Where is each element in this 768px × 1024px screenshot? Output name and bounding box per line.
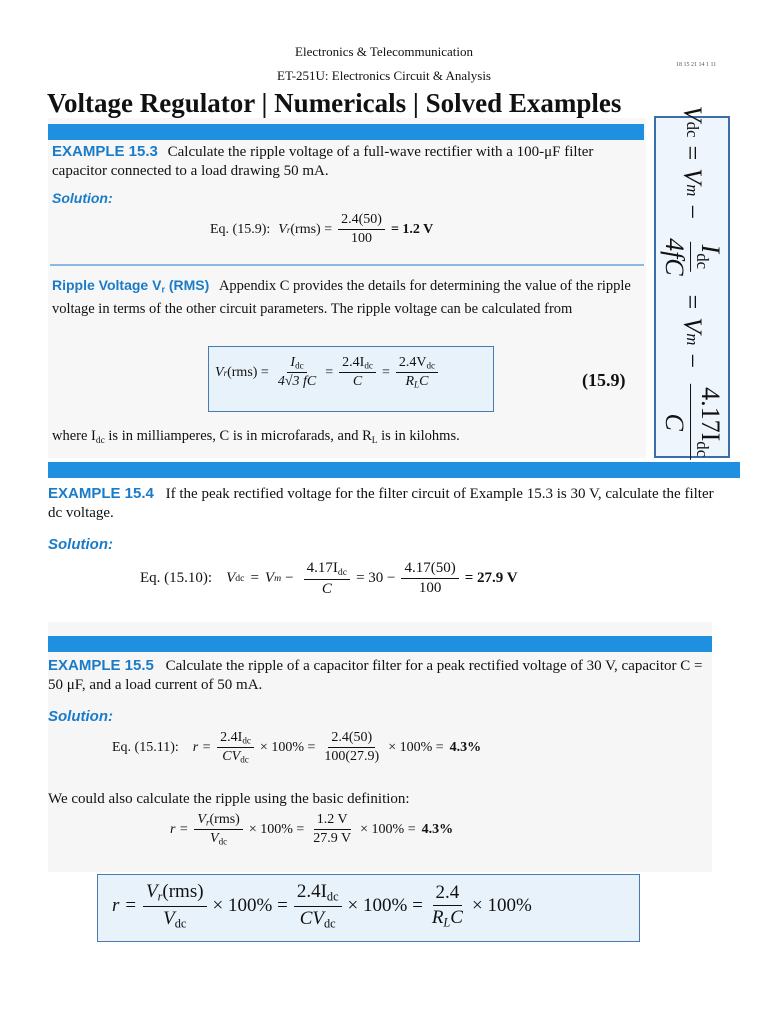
course-title: ET-251U: Electronics Circuit & Analysis	[277, 68, 491, 83]
ripple-heading: Ripple Voltage $V_r$ (RMS)	[52, 277, 210, 295]
solution-heading: Solution:	[48, 536, 113, 553]
side-fraction-2: $4.17I_{dc}$ C	[659, 384, 725, 460]
ripple-summary-box	[97, 874, 640, 942]
example-15-3-equation: Eq. (15.9): V r (rms) = $\frac{2.4(50)}{100}$ = 1.2 V	[210, 212, 434, 246]
example-15-4-text: EXAMPLE 15.4 If the peak rectified voltage for the filter circuit of Example 15.3 is 30 V, calculate the filter dc voltage.	[48, 485, 714, 521]
alternate-method-text: We could also calculate the ripple using the basic definition:	[48, 791, 410, 807]
ripple-formula: V r (rms) = $\frac{I_{dc}}{4√3 fC}$ = $\frac{2.4I_{dc}}{C}$ = $\frac{2.4V_{dc}}{R_LC}$	[215, 355, 444, 390]
example-label: EXAMPLE 15.5	[48, 657, 154, 674]
page-title: Voltage Regulator | Numericals | Solved Examples	[47, 88, 622, 118]
page-code: 18 15 21 14 1 11	[676, 62, 717, 68]
ripple-text: Ripple Voltage $V_r$ (RMS) Appendix C provides the details for determining the value of the ripple voltage in terms of the other circuit parameters. The ripple voltage can be calculated from	[52, 277, 631, 317]
example-label: EXAMPLE 15.4	[48, 485, 154, 502]
ripple-formula-box	[208, 346, 494, 412]
example-15-5-text: EXAMPLE 15.5 Calculate the ripple of a capacitor filter for a peak rectified voltage of 30 V, capacitor C = 50 μF, and a load current of 50 mA.	[48, 657, 703, 693]
side-formula-box	[654, 105, 730, 458]
solution-heading: Solution:	[48, 708, 113, 725]
equation-number: (15.9)	[582, 370, 626, 390]
ripple-summary-formula: r = $\frac{V_r(rms)}{V_{dc}}$ × 100% = $\frac{2.4I_{dc}}{CV_{dc}}$ × 100% = $\frac{2.4}{R_LC}$ × 100%	[112, 881, 532, 931]
side-formula: V dc = V m − $I_{dc}$ 4fC = V m − $4.17I_{dc}$ C	[659, 106, 725, 468]
ripple-units-note: where $I_{dc}$ is in milliamperes, C is in microfarads, and $R_L$ is in kilohms.	[52, 428, 460, 446]
example-15-3-text: EXAMPLE 15.3 Calculate the ripple voltage of a full-wave rectifier with a 100-μF filter capacitor connected to a load drawing 50 mA.	[52, 143, 594, 179]
solution-heading: Solution:	[52, 190, 113, 206]
accent-bar	[48, 636, 712, 652]
accent-bar	[48, 124, 644, 140]
course-department: Electronics & Telecommunication	[295, 44, 473, 59]
side-fraction-1: $I_{dc}$ 4fC	[659, 238, 726, 276]
example-15-4-equation: Eq. (15.10): V dc = V m − $\frac{4.17I_{dc}}{C}$ = 30 − $\frac{4.17(50)}{100}$ = 27.9 V	[140, 560, 518, 597]
accent-bar	[48, 462, 740, 478]
example-15-5-equation: Eq. (15.11): r = $\frac{2.4I_{dc}}{CV_{dc}}$ × 100% = $\frac{2.4(50)}{100(27.9)}$ × 100% = 4.3%	[112, 730, 482, 765]
divider	[50, 264, 644, 266]
alternate-equation: r = $\frac{V_r(rms)}{V_{dc}}$ × 100% = $\frac{1.2 V}{27.9 V}$ × 100% = 4.3%	[170, 812, 454, 847]
example-label: EXAMPLE 15.3	[52, 143, 158, 160]
